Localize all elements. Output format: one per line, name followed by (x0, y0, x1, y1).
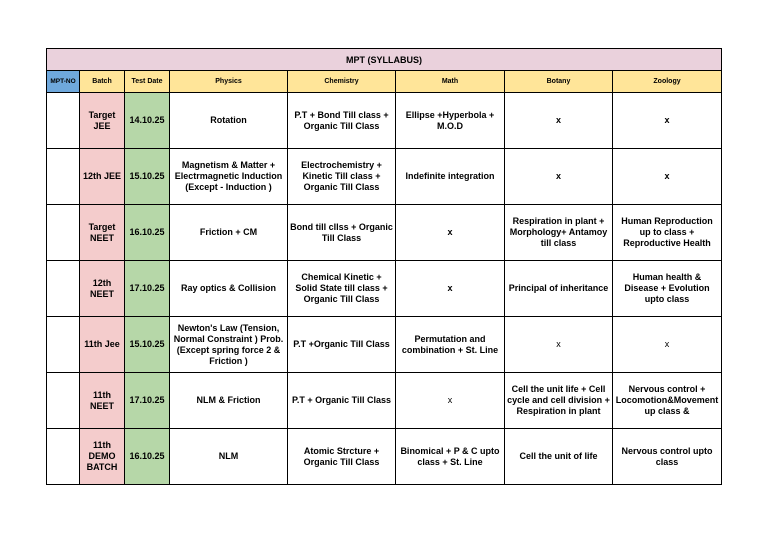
header-math: Math (396, 71, 505, 93)
cell-chemistry: Chemical Kinetic + Solid State till class + Organic Till Class (288, 261, 396, 317)
cell-zoology: Human Reproduction up to class + Reproductive Health (613, 205, 722, 261)
cell-physics: Newton's Law (Tension, Normal Constraint ) Prob. (Except spring force 2 & Friction ) (170, 317, 288, 373)
cell-physics: Magnetism & Matter + Electrmagnetic Induction (Except - Induction ) (170, 149, 288, 205)
cell-test-date: 14.10.25 (125, 93, 170, 149)
cell-test-date: 15.10.25 (125, 149, 170, 205)
cell-physics: NLM & Friction (170, 373, 288, 429)
cell-chemistry: Electrochemistry + Kinetic Till class + Organic Till Class (288, 149, 396, 205)
cell-zoology: Human health & Disease + Evolution upto class (613, 261, 722, 317)
cell-mpt-no (47, 149, 80, 205)
header-chemistry: Chemistry (288, 71, 396, 93)
cell-botany: x (505, 317, 613, 373)
cell-math: x (396, 261, 505, 317)
cell-physics: Ray optics & Collision (170, 261, 288, 317)
table-title: MPT (SYLLABUS) (47, 49, 722, 71)
table-row (47, 317, 722, 373)
table-row (47, 205, 722, 261)
cell-test-date: 17.10.25 (125, 261, 170, 317)
header-test-date: Test Date (125, 71, 170, 93)
cell-mpt-no (47, 261, 80, 317)
cell-mpt-no (47, 373, 80, 429)
title-row (47, 49, 722, 71)
cell-zoology: x (613, 149, 722, 205)
cell-botany: Cell the unit of life (505, 429, 613, 485)
cell-botany: x (505, 149, 613, 205)
cell-botany: Respiration in plant + Morphology+ Antamoy till class (505, 205, 613, 261)
cell-physics: Friction + CM (170, 205, 288, 261)
cell-physics: NLM (170, 429, 288, 485)
cell-physics: Rotation (170, 93, 288, 149)
cell-mpt-no (47, 205, 80, 261)
cell-botany: Principal of inheritance (505, 261, 613, 317)
cell-batch: Target JEE (80, 93, 125, 149)
cell-zoology: x (613, 93, 722, 149)
header-botany: Botany (505, 71, 613, 93)
header-zoology: Zoology (613, 71, 722, 93)
header-physics: Physics (170, 71, 288, 93)
cell-batch: Target NEET (80, 205, 125, 261)
cell-zoology: x (613, 317, 722, 373)
cell-mpt-no (47, 429, 80, 485)
syllabus-table (46, 48, 722, 485)
cell-batch: 12th JEE (80, 149, 125, 205)
cell-chemistry: P.T +Organic Till Class (288, 317, 396, 373)
cell-chemistry: Atomic Strcture + Organic Till Class (288, 429, 396, 485)
header-mpt-no: MPT-NO (47, 71, 80, 93)
cell-botany: x (505, 93, 613, 149)
cell-math: Binomical + P & C upto class + St. Line (396, 429, 505, 485)
cell-math: Permutation and combination + St. Line (396, 317, 505, 373)
cell-math: Ellipse +Hyperbola + M.O.D (396, 93, 505, 149)
cell-mpt-no (47, 93, 80, 149)
cell-botany: Cell the unit life + Cell cycle and cell division + Respiration in plant (505, 373, 613, 429)
cell-chemistry: Bond till cllss + Organic Till Class (288, 205, 396, 261)
cell-math: x (396, 373, 505, 429)
cell-chemistry: P.T + Organic Till Class (288, 373, 396, 429)
cell-test-date: 16.10.25 (125, 429, 170, 485)
cell-test-date: 16.10.25 (125, 205, 170, 261)
cell-mpt-no (47, 317, 80, 373)
cell-math: Indefinite integration (396, 149, 505, 205)
table-row (47, 149, 722, 205)
cell-batch: 11th NEET (80, 373, 125, 429)
header-row (47, 71, 722, 93)
cell-batch: 11th Jee (80, 317, 125, 373)
cell-batch: 12th NEET (80, 261, 125, 317)
cell-zoology: Nervous control upto class (613, 429, 722, 485)
cell-test-date: 17.10.25 (125, 373, 170, 429)
cell-math: x (396, 205, 505, 261)
cell-zoology: Nervous control + Locomotion&Movement up class & (613, 373, 722, 429)
cell-batch: 11th DEMO BATCH (80, 429, 125, 485)
table-row (47, 261, 722, 317)
table-row (47, 93, 722, 149)
cell-test-date: 15.10.25 (125, 317, 170, 373)
table-row (47, 373, 722, 429)
table-row (47, 429, 722, 485)
header-batch: Batch (80, 71, 125, 93)
cell-chemistry: P.T + Bond Till class + Organic Till Class (288, 93, 396, 149)
